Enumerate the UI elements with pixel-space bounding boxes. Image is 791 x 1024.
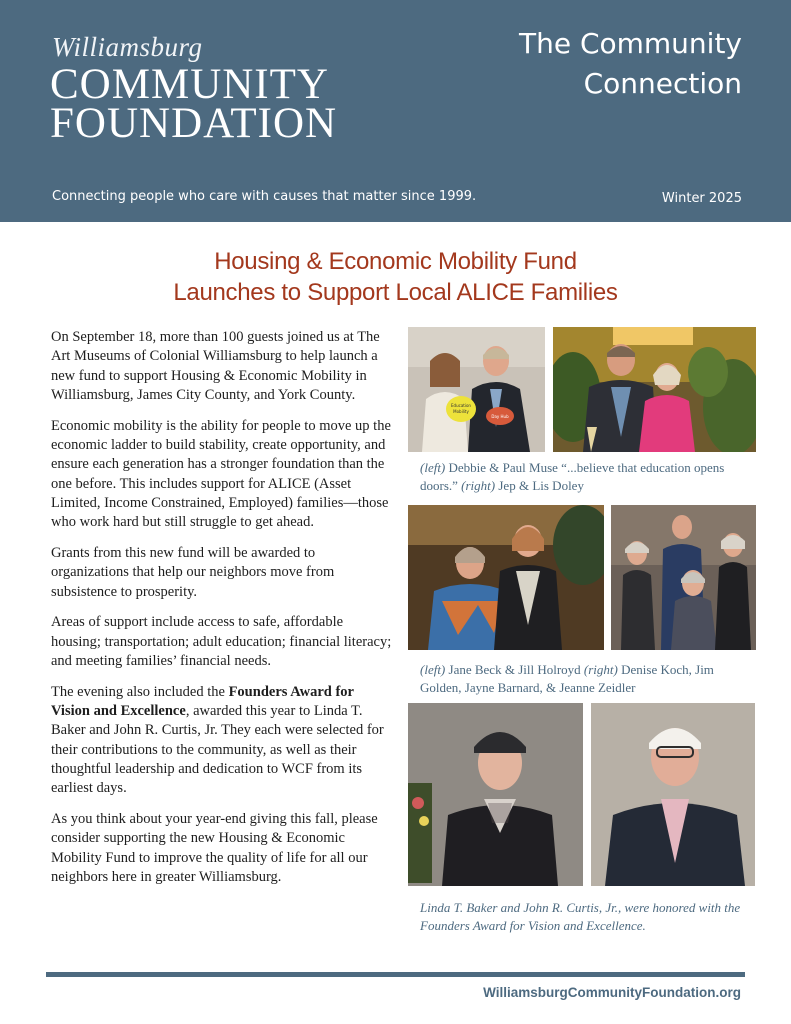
- photo-group-four: [611, 505, 756, 650]
- header-banner: [0, 0, 791, 222]
- caption-2-left-label: (left): [420, 662, 446, 677]
- issue-date: Winter 2025: [661, 191, 742, 206]
- newsletter-title-line-2: Connection: [583, 67, 742, 100]
- photo-beck-holroyd: [408, 505, 604, 650]
- caption-1-left-label: (left): [420, 460, 446, 475]
- headline-line-2: Launches to Support Local ALICE Families: [173, 279, 618, 306]
- tagline: Connecting people who care with causes that matter since 1999.: [52, 189, 477, 204]
- photo-linda-baker-image: [408, 703, 583, 886]
- logo-line-foundation: FOUNDATION: [50, 100, 338, 147]
- paragraph-5: [51, 683, 393, 799]
- caption-1-right-label: (right): [461, 478, 496, 493]
- paragraph-1: On September 18, more than 100 guests joined us at The Art Museums of Colonial Williamsburg to help launch a new fund to support Housing & Economic Mobility in Williamsburg, James City County, and York County.: [51, 329, 380, 403]
- paragraph-3: Grants from this new fund will be awarded to organizations that help our neighbors move from subsistence to prosperity.: [51, 544, 335, 600]
- caption-3: Linda T. Baker and John R. Curtis, Jr., were honored with the Founders Award for Vision and Excellence.: [420, 900, 741, 933]
- caption-2-text-a: Jane Beck & Jill Holroyd: [445, 662, 584, 677]
- photo-sign-left-line-2: Mobility: [453, 409, 469, 414]
- photo-doley: [553, 327, 756, 452]
- footer-rule: [46, 972, 745, 977]
- paragraph-5-start: The evening also included the: [51, 683, 229, 700]
- paragraph-2: Economic mobility is the ability for people to move up the economic ladder to build stability, create opportunity, and ensure each generation has a stronger foundation than the one before. This includes support for ALICE (Asset Limited, Income Constrained, Employed) families—those who work hard but still struggle to get ahead.: [51, 417, 391, 531]
- photo-linda-baker: [408, 703, 583, 886]
- paragraph-4: Areas of support include access to safe, affordable housing; transportation; adult education; financial literacy; and meeting families’ financial needs.: [51, 614, 392, 669]
- logo-line-community: COMMUNITY: [50, 61, 329, 108]
- caption-1: [420, 459, 755, 495]
- newsletter-title-line-1: The Community: [518, 27, 742, 60]
- logo-script-text: Williamsburg: [52, 32, 203, 62]
- award-name: Founders Award for Vision and Excellence: [51, 683, 354, 720]
- paragraph-6: As you think about your year-end giving this fall, please consider supporting the new Housing & Economic Mobility Fund to improve the quality of life for all our neighbors here in greater Williamsburg.: [51, 811, 378, 885]
- photo-beck-holroyd-image: [408, 505, 604, 650]
- photo-john-curtis-image: [591, 703, 755, 886]
- photo-sign-left-line-1: Education: [451, 403, 471, 408]
- photo-muse: [408, 327, 545, 452]
- caption-2: [420, 661, 755, 697]
- caption-2-right-label: (right): [583, 662, 618, 677]
- photo-group-four-image: [611, 505, 756, 650]
- photo-doley-image: [553, 327, 756, 452]
- headline-line-1: Housing & Economic Mobility Fund: [214, 248, 577, 275]
- newsletter-title: [519, 24, 742, 104]
- article-body: [51, 328, 393, 899]
- article-headline: [0, 246, 791, 308]
- caption-1-text-a: Debbie & Paul Muse “...believe that education opens doors.”: [420, 460, 725, 493]
- website-link[interactable]: WilliamsburgCommunityFoundation.org: [483, 985, 741, 1000]
- photo-muse-image: [408, 327, 545, 452]
- caption-1-text-b: Jep & Lis Doley: [495, 478, 584, 493]
- photo-sign-right: Day Hub: [491, 414, 509, 419]
- paragraph-5-end: , awarded this year to Linda T. Baker and John R. Curtis, Jr. They each were selected for their contributions to the community, as well as their thoughtful leadership and dedication to WCF from its earliest days.: [51, 703, 384, 797]
- caption-2-text-b: Denise Koch, Jim Golden, Jayne Barnard, & Jeanne Zeidler: [420, 662, 714, 695]
- photo-john-curtis: [591, 703, 755, 886]
